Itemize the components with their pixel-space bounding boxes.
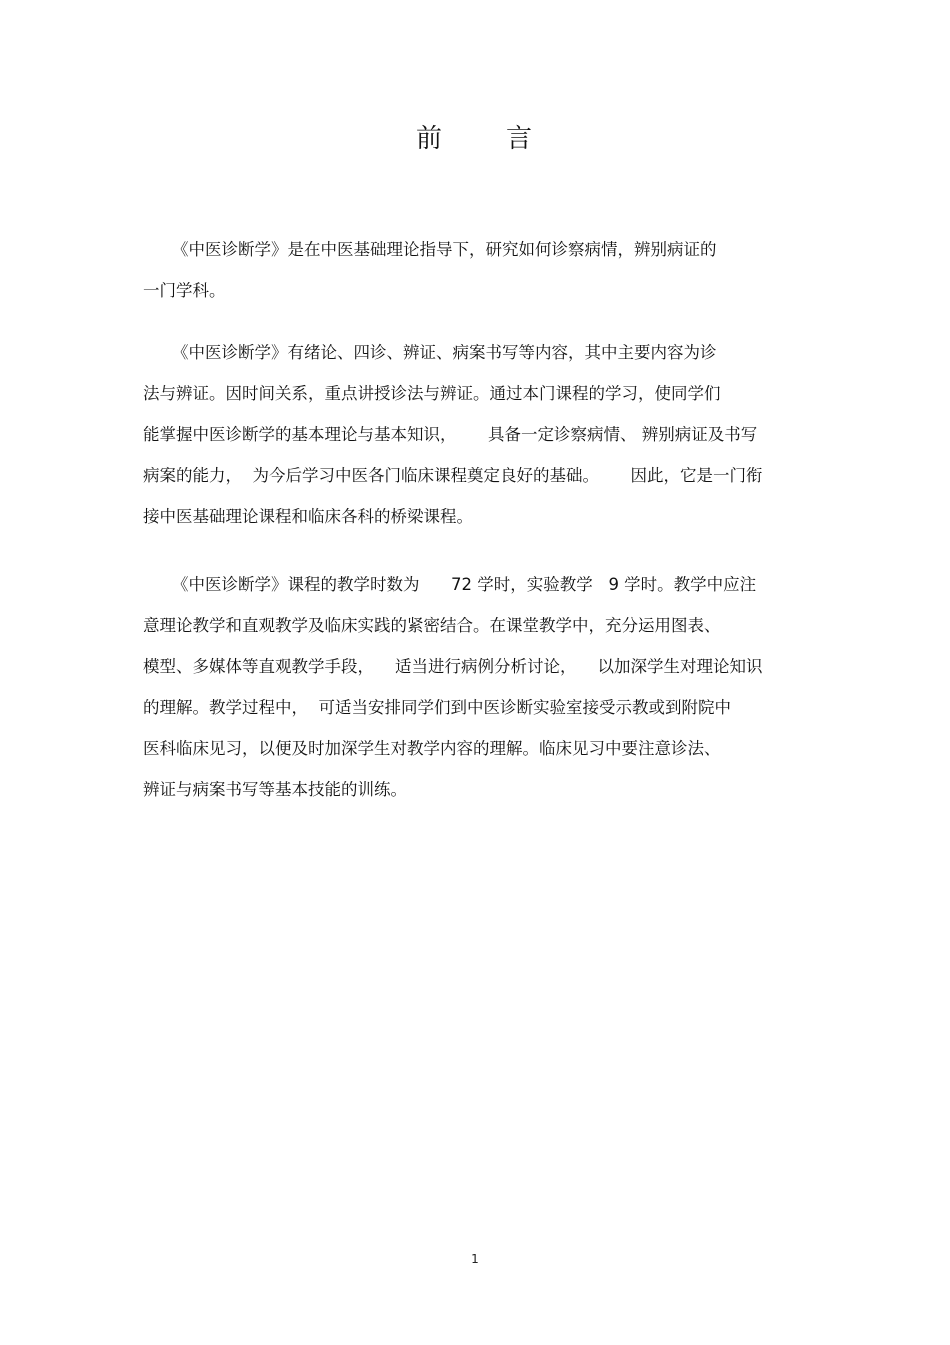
paragraph-teaching [143,564,813,810]
paragraph-line: 一门学科。 [143,281,226,300]
paragraph-line: 辨证与病案书写等基本技能的训练。 [143,780,407,799]
paragraph-line: 模型、多媒体等直观教学手段， 适当进行病例分析讨论， 以加深学生对理论知识 [143,657,763,676]
page-title [0,118,950,155]
paragraph-line: 能掌握中医诊断学的基本理论与基本知识， 具备一定诊察病情、 辨别病证及书写 [143,425,758,444]
paragraph-line: 《中医诊断学》是在中医基础理论指导下，研究如何诊察病情，辨别病证的 [172,240,717,259]
paragraph-line: 病案的能力， 为今后学习中医各门临床课程奠定良好的基础。 因此，它是一门衔 [143,466,763,485]
title-char-1: 前 [415,124,444,154]
paragraph-line: 意理论教学和直观教学及临床实践的紧密结合。在课堂教学中，充分运用图表、 [143,616,721,635]
title-char-2: 言 [506,124,535,154]
paragraph-line: 的理解。教学过程中， 可适当安排同学们到中医诊断实验室接受示教或到附院中 [143,698,731,717]
paragraph-line: 《中医诊断学》课程的教学时数为 72 学时，实验教学 9 学时。教学中应注 [172,575,757,594]
paragraph-content [143,332,813,537]
paragraph-line: 《中医诊断学》有绪论、四诊、辨证、病案书写等内容，其中主要内容为诊 [172,343,717,362]
paragraph-line: 法与辨证。因时间关系，重点讲授诊法与辨证。通过本门课程的学习，使同学们 [143,384,721,403]
paragraph-intro [143,229,813,311]
page-number: 1 [471,1252,479,1266]
paragraph-line: 医科临床见习，以便及时加深学生对教学内容的理解。临床见习中要注意诊法、 [143,739,721,758]
paragraph-line: 接中医基础理论课程和临床各科的桥梁课程。 [143,507,473,526]
